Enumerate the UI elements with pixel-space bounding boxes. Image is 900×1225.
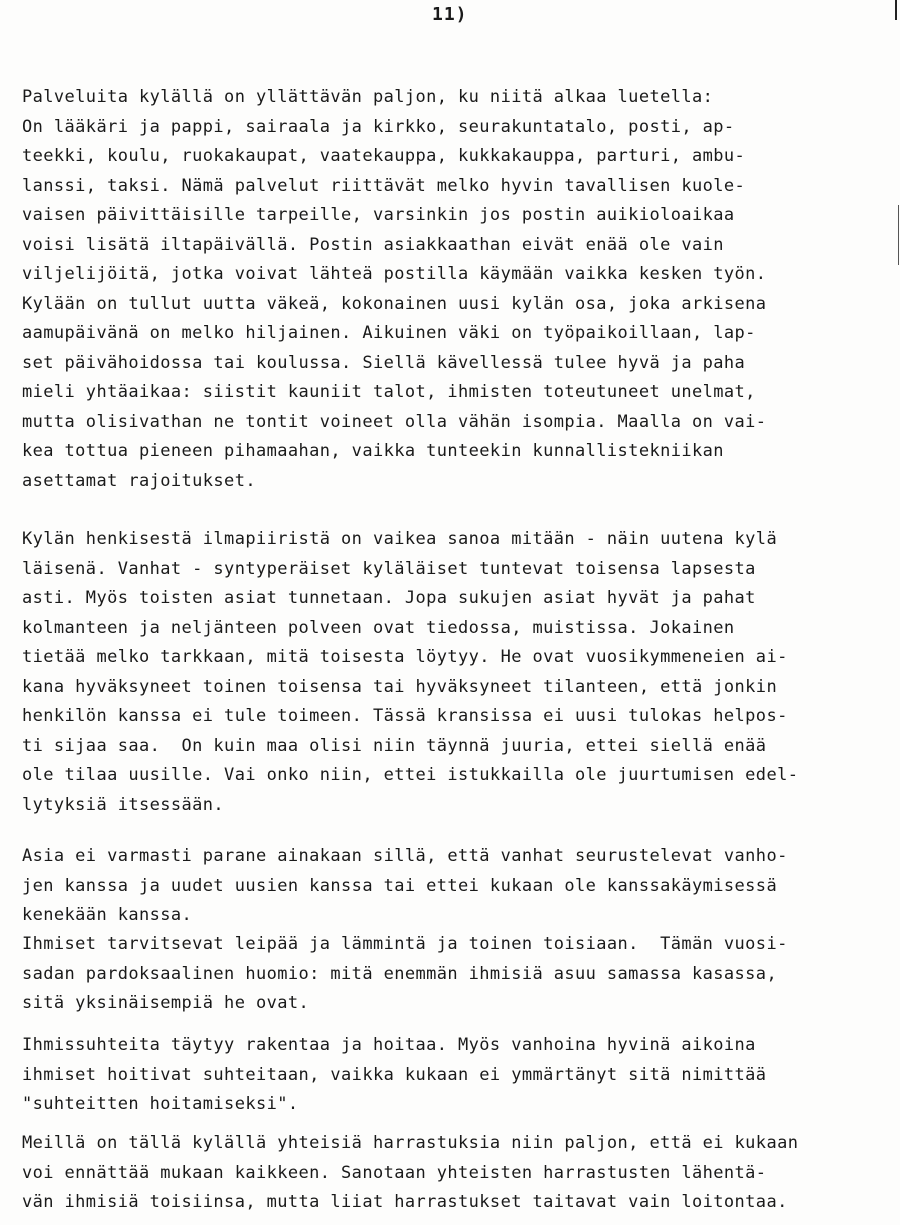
edge-mark-secondary [898, 205, 899, 265]
text-line: vaisen päivittäisille tarpeille, varsinkin jos postin auikioloaikaa [22, 205, 735, 225]
text-line: Ihmiset tarvitsevat leipää ja lämmintä ja toinen toisiaan. Tämän vuosi- [22, 934, 788, 954]
text-line: kana hyväksyneet toinen toisensa tai hyväksyneet tilanteen, että jonkin [22, 676, 778, 697]
text-line: ihmiset hoitivat suhteitaan, vaikka kukaan ei ymmärtänyt sitä nimittää [22, 1064, 767, 1085]
text-line: kolmanteen ja neljänteen polveen ovat tiedossa, muistissa. Jokainen [22, 617, 735, 638]
text-line: "suhteitten hoitamiseksi". [22, 1094, 299, 1114]
text-line: ole tilaa uusille. Vai onko niin, ettei istukkailla ole juurtumisen edel- [22, 765, 799, 785]
text-line: mutta olisivathan ne tontit voineet olla vähän isompia. Maalla on vai- [22, 411, 767, 432]
text-line: teekki, koulu, ruokakaupat, vaatekauppa, kukkakauppa, parturi, ambu- [22, 146, 746, 166]
text-line: Ihmissuhteita täytyy rakentaa ja hoitaa. Myös vanhoina hyvinä aikoina [22, 1035, 756, 1055]
text-line: Meillä on tällä kylällä yhteisiä harrastuksia niin paljon, että ei kukaan [22, 1133, 799, 1153]
text-line: ti sijaa saa. On kuin maa olisi niin täynnä juuria, ettei siellä enää [22, 735, 767, 756]
text-line: vän ihmisiä toisiinsa, mutta liiat harrastukset taitavat vain loitontaa. [22, 1192, 788, 1212]
text-line: Kylään on tullut uutta väkeä, kokonainen uusi kylän osa, joka arkisena [22, 293, 767, 314]
text-line: sadan pardoksaalinen huomio: mitä enemmän ihmisiä asuu samassa kasassa, [22, 963, 778, 984]
paragraph-relationships [22, 1031, 766, 1120]
text-line: lanssi, taksi. Nämä palvelut riittävät melko hyvin tavallisen kuole- [22, 175, 746, 196]
paragraph-atmosphere [22, 525, 798, 820]
paragraph-needs [22, 930, 788, 1019]
text-line: viljelijöitä, jotka voivat lähteä postilla käymään vaikka kesken työn. [22, 264, 767, 284]
text-line: asettamat rajoitukset. [22, 470, 256, 491]
text-line: voisi lisätä iltapäivällä. Postin asiakkaathan eivät enää ole vain [22, 234, 724, 255]
text-line: jen kanssa ja uudet uusien kanssa tai ettei kukaan ole kanssakäymisessä [22, 875, 778, 896]
text-line: asti. Myös toisten asiat tunnetaan. Jopa sukujen asiat hyvät ja pahat [22, 588, 756, 608]
text-line: Kylän henkisestä ilmapiiristä on vaikea sanoa mitään - näin uutena kylä [22, 529, 778, 549]
paragraph-services [22, 83, 766, 496]
text-line: henkilön kanssa ei tule toimeen. Tässä kransissa ei uusi tulokas helpos- [22, 706, 788, 726]
paragraph-hobbies [22, 1129, 798, 1218]
text-line: kenekään kanssa. [22, 905, 193, 925]
text-line: Asia ei varmasti parane ainakaan sillä, että vanhat seurustelevat vanho- [22, 846, 788, 866]
text-line: Palveluita kylällä on yllättävän paljon, ku niitä alkaa luetella: [22, 87, 714, 107]
page-number: 11) [432, 4, 468, 25]
text-line: voi ennättää mukaan kaikkeen. Sanotaan yhteisten harrastusten lähentä- [22, 1162, 767, 1183]
text-line: lytyksiä itsessään. [22, 794, 225, 815]
edge-mark [895, 0, 897, 20]
text-line: mieli yhtäaikaa: siistit kauniit talot, ihmisten toteutuneet unelmat, [22, 382, 756, 402]
text-line: sitä yksinäisempiä he ovat. [22, 993, 310, 1013]
text-line: tietää melko tarkkaan, mitä toisesta löytyy. He ovat vuosikymmeneien ai- [22, 647, 788, 667]
text-line: aamupäivänä on melko hiljainen. Aikuinen väki on työpaikoillaan, lap- [22, 323, 756, 343]
text-line: On lääkäri ja pappi, sairaala ja kirkko, seurakuntatalo, posti, ap- [22, 116, 735, 137]
paragraph-socializing [22, 842, 788, 931]
text-line: set päivähoidossa tai koulussa. Siellä kävellessä tulee hyvä ja paha [22, 352, 746, 373]
text-line: kea tottua pieneen pihamaahan, vaikka tunteekin kunnallistekniikan [22, 441, 724, 461]
text-line: läisenä. Vanhat - syntyperäiset kyläläiset tuntevat toisensa lapsesta [22, 558, 756, 579]
